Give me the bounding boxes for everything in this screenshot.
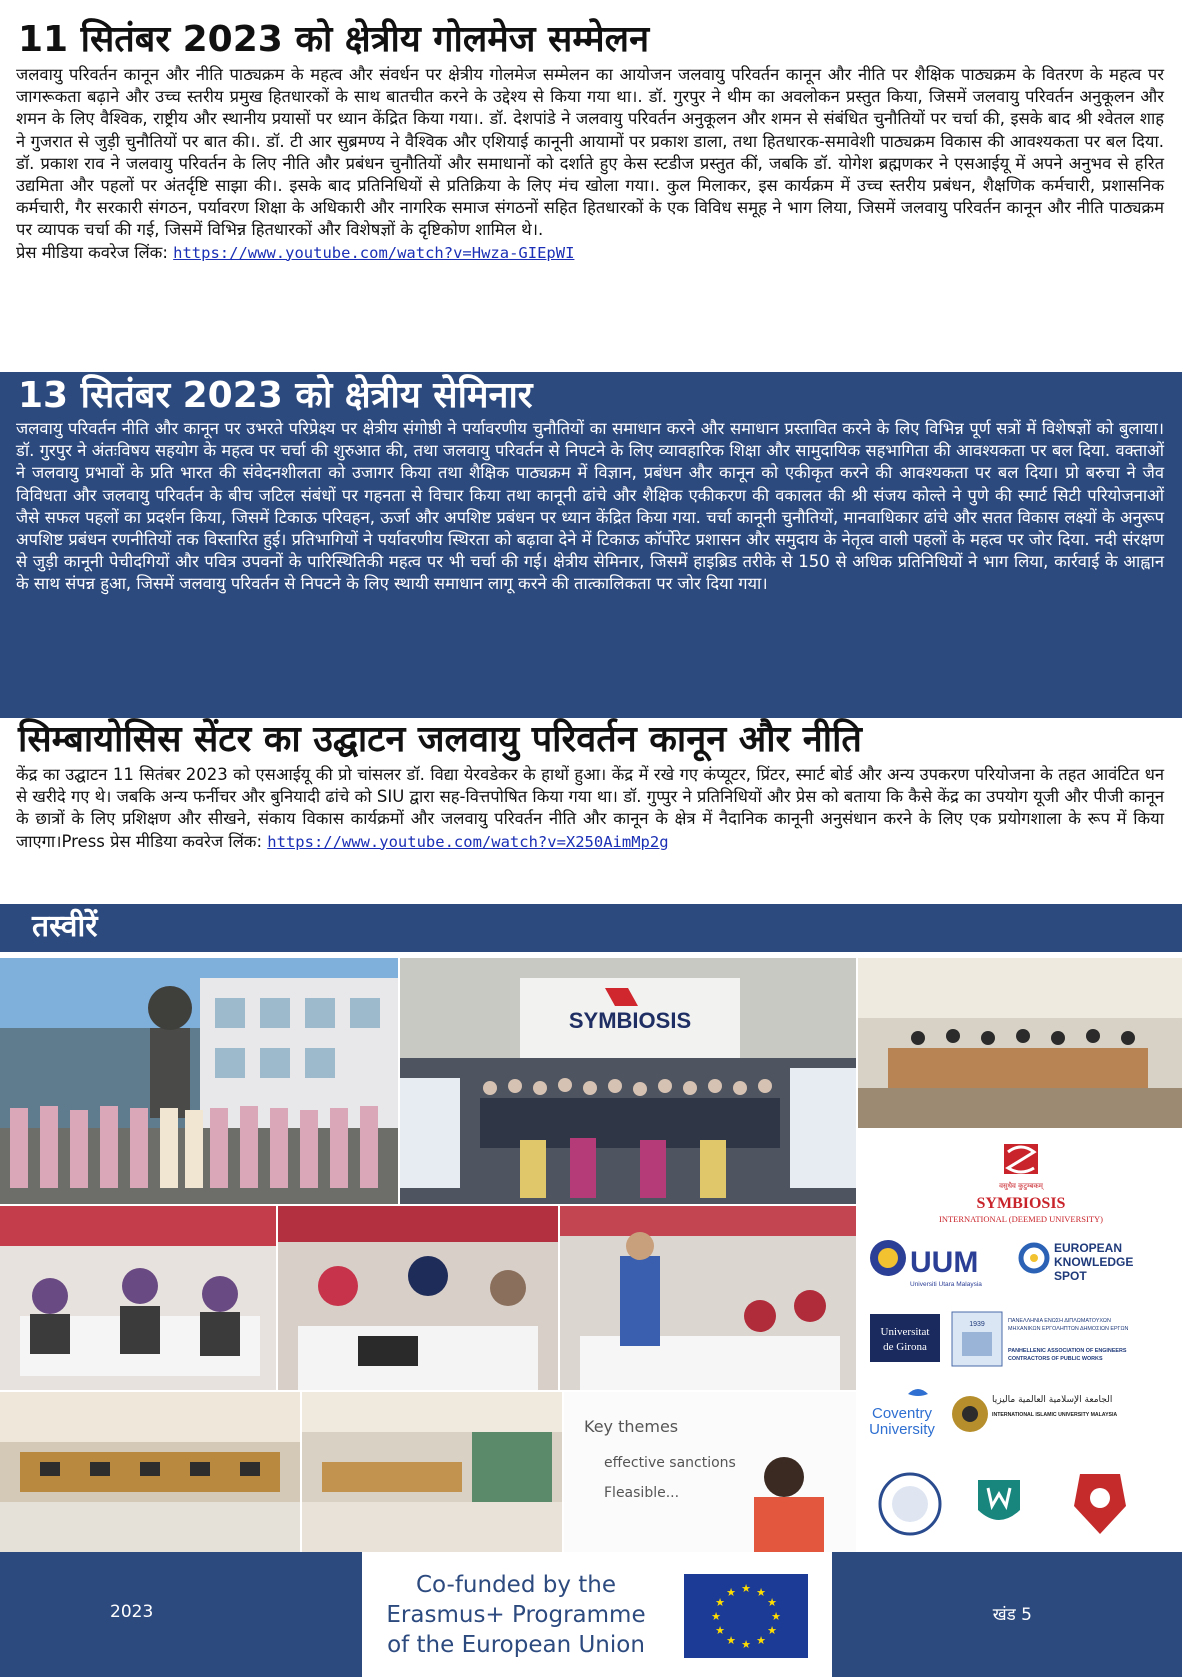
- svg-text:★: ★: [741, 1638, 751, 1651]
- footer: [0, 1552, 1182, 1677]
- panhellenic-line-3: PANHELLENIC ASSOCIATION OF ENGINEERS: [1008, 1348, 1127, 1354]
- svg-text:★: ★: [741, 1582, 751, 1595]
- svg-text:★: ★: [715, 1624, 725, 1637]
- center-media-label: मीडिया कवरेज लिंक:: [135, 831, 268, 851]
- center-inauguration-title: सिम्बायोसिस सेंटर का उद्घाटन जलवायु परिवर्तन कानून और नीति: [18, 719, 862, 760]
- symbiosis-tagline: वसुधैव कुटुम्बकम्: [999, 1182, 1043, 1190]
- svg-text:★: ★: [726, 1634, 736, 1647]
- roundtable-title: 11 सितंबर 2023 को क्षेत्रीय गोलमेज सम्मेलन: [18, 19, 650, 60]
- whiteboard-line-1: Key themes: [584, 1417, 679, 1436]
- eu-flag-icon: [684, 1574, 808, 1658]
- svg-text:★: ★: [711, 1610, 721, 1623]
- iium-logo: [952, 1395, 1117, 1432]
- photo-whiteboard: [564, 1392, 856, 1552]
- whiteboard-line-3: Fleasible...: [604, 1485, 680, 1501]
- photo-center-room-2: [302, 1392, 562, 1552]
- whiteboard-line-2: effective sanctions: [604, 1455, 736, 1471]
- eks-line-2: KNOWLEDGE: [1054, 1255, 1134, 1269]
- university-seal-logos: [880, 1474, 1126, 1534]
- photo-roundtable-room: [858, 958, 1182, 1128]
- eks-line-1: EUROPEAN: [1054, 1241, 1123, 1255]
- partner-logos: [858, 1130, 1182, 1554]
- photo-group-statue: [0, 958, 398, 1204]
- svg-text:★: ★: [756, 1634, 766, 1647]
- symbiosis-sub: INTERNATIONAL (DEEMED UNIVERSITY): [939, 1214, 1103, 1224]
- center-media-link[interactable]: https://www.youtube.com/watch?v=X250AimMp2g: [267, 832, 669, 851]
- panhellenic-line-1: ΠΑΝΕΛΛΗΝΙΑ ΕΝΩΣΗ ΔΙΠΛΩΜΑΤΟΥΧΩΝ: [1008, 1318, 1111, 1324]
- panhellenic-logo: [952, 1312, 1129, 1366]
- photo-group-symbiosis-banner: [400, 958, 856, 1204]
- photo-workshop-1: [0, 1206, 276, 1390]
- iium-arabic: الجامعة الإسلامية العالمية ماليزيا: [992, 1395, 1113, 1405]
- eks-line-3: SPOT: [1054, 1269, 1087, 1283]
- seminar-body: जलवायु परिवर्तन नीति और कानून पर उभरते परिप्रेक्ष्य पर क्षेत्रीय संगोष्ठी ने पर्यावरणीय चुनौतियों का समाधान करने और समाधान प्रस्तावित करने के लिए विभिन्न पूर्ण सत्रों में विशेषज्ञों को बुलाया। डॉ. गुरपुर ने अंतःविषय सहयोग के महत्व पर चर्चा की शुरुआत की, तथा जलवायु परिवर्तन से निपटने के लिए व्यावहारिक शिक्षा और सामुदायिक सहभागिता की आवश्यकता पर बल दिया. वक्ताओं ने जलवायु प्रभावों के प्रति भारत की संवेदनशीलता को उजागर किया तथा शैक्षिक पाठ्यक्रम में विज्ञान, प्रबंधन और कानून को एकीकृत करने की आवश्यकता पर बल दिया। प्रो बरुचा ने जैव विविधता और जलवायु परिवर्तन के बीच जटिल संबंधों पर गहनता से विचार किया तथा कानूनी ढांचे और शैक्षिक एकीकरण की वकालत की श्री संजय कोल्ते ने पुणे की स्मार्ट सिटी परियोजनाओं जैसे सफल पहलों का प्रदर्शन किया, जिसमें टिकाऊ परिवहन, ऊर्जा और अपशिष्ट प्रबंधन पर ध्यान केंद्रित किया गया. चर्चा कानूनी चुनौतियों, मानवाधिकार ढांचे और सतत विकास लक्ष्यों के अनुरूप अपशिष्ट प्रबंधन रणनीतियों तक विस्तारित हुई। प्रतिभागियों ने पर्यावरणीय स्थिरता को बढ़ावा देने में टिकाऊ कॉर्पोरेट प्रशासन और समुदाय के नेतृत्व वाली पहलों के महत्व पर जोर दिया. नदी संरक्षण से जुड़ी कानूनी पेचीदगियों और पवित्र उपवनों के पारिस्थितिकी महत्व पर भी चर्चा की गई। क्षेत्रीय सेमिनार, जिसमें हाइब्रिड तरीके से 150 से अधिक प्रतिनिधियों ने भाग लिया, कार्रवाई के आह्वान के साथ संपन्न हुआ, जिसमें जलवायु परिवर्तन से निपटने के लिए स्थायी समाधान लागू करने की तात्कालिकता पर जोर दिया गया।: [16, 419, 1164, 594]
- symbiosis-name: SYMBIOSIS: [976, 1195, 1066, 1212]
- uum-sub: Universiti Utara Malaysia: [910, 1281, 982, 1288]
- iium-english: INTERNATIONAL ISLAMIC UNIVERSITY MALAYSIA: [992, 1412, 1118, 1418]
- coventry-line-1: Coventry: [871, 1405, 933, 1422]
- girona-line-1: Universitat: [880, 1326, 930, 1338]
- footer-page: खंड 5: [992, 1605, 1032, 1625]
- uum-text: UUM: [910, 1246, 979, 1279]
- svg-text:★: ★: [715, 1596, 725, 1609]
- photos-header: [0, 904, 1182, 952]
- photo-workshop-2: [278, 1206, 558, 1390]
- seminar-title: 13 सितंबर 2023 को क्षेत्रीय सेमिनार: [18, 375, 533, 416]
- center-inauguration-section: [0, 718, 1182, 904]
- uum-logo: [870, 1240, 982, 1288]
- roundtable-body: जलवायु परिवर्तन कानून और नीति पाठ्यक्रम के महत्व और संवर्धन पर क्षेत्रीय गोलमेज सम्मेलन का आयोजन जलवायु परिवर्तन कानून और नीति पर शैक्षिक पाठ्यक्रम के वितरण के महत्व पर जागरूकता बढ़ाने और उच्च स्तरीय प्रमुख हितधारकों के साथ बातचीत करने के उद्देश्य से किया गया था।. डॉ. गुरपुर ने थीम का अवलोकन प्रस्तुत किया, जिसमें जलवायु परिवर्तन अनुकूलन और शमन के लिए वैश्विक, राष्ट्रीय और स्थानीय प्रयासों पर ध्यान केंद्रित किया गया।. डॉ. देशपांडे ने जलवायु परिवर्तन अनुकूलन और शमन से संबंधित चुनौतियों पर चर्चा की, इसके बाद श्री श्वेतल शाह ने गुजरात से जुड़ी चुनौतियों पर बात की।. डॉ. टी आर सुब्रमण्य ने वैश्विक और एशियाई कानूनी आयामों पर प्रकाश डाला, तथा हितधारक-समावेशी पाठ्यक्रम विकास की आवश्यकता पर बल दिया. डॉ. प्रकाश राव ने जलवायु परिवर्तन के लिए नीति और प्रबंधन चुनौतियों और समाधानों को दर्शाते हुए केस स्टडीज प्रस्तुत कीं, जबकि डॉ. योगेश ब्रह्मणकर ने एसआईयू में अपने अनुभव से हरित उद्यमिता और पहलों पर अंतर्दृष्टि साझा की।. इसके बाद प्रतिनिधियों से प्रतिक्रिया के लिए मंच खोला गया।. कुल मिलाकर, इस कार्यक्रम में उच्च स्तरीय प्रबंधन, शैक्षणिक कर्मचारी, प्रशासनिक कर्मचारी, गैर सरकारी संगठन, पर्यावरण शिक्षा के अधिकारी और नागरिक समाज संगठनों सहित हितधारकों के एक विविध समूह ने भाग लिया, जिसमें जलवायु परिवर्तन कानून और नीति पाठ्यक्रम पर व्यापक चर्चा की गई, जिसमें विभिन्न हितधारकों और विशेषज्ञों के दृष्टिकोण शामिल थे।. प्रेस मीडिया कवरेज लिंक: https://www.youtube.com/watch?v=Hwza-GIEpWI: [16, 65, 1164, 262]
- eu-cofunded-text: Co-funded by the Erasmus+ Programme of the European Union: [386, 1572, 646, 1658]
- banner-symbiosis-text: SYMBIOSIS: [568, 1008, 692, 1033]
- svg-text:★: ★: [771, 1610, 781, 1623]
- photos-title: तस्वीरें: [32, 909, 98, 944]
- girona-logo: [870, 1314, 940, 1362]
- svg-text:★: ★: [756, 1586, 766, 1599]
- footer-year: 2023: [110, 1602, 154, 1622]
- coventry-logo: [869, 1389, 935, 1438]
- svg-text:★: ★: [767, 1596, 777, 1609]
- panhellenic-line-2: ΜΗΧΑΝΙΚΩΝ ΕΡΓΟΛΗΠΤΩΝ ΔΗΜΟΣΙΩΝ ΕΡΓΩΝ: [1008, 1326, 1129, 1332]
- svg-text:★: ★: [767, 1624, 777, 1637]
- center-inauguration-body: केंद्र का उद्घाटन 11 सितंबर 2023 को एसआईयू की प्रो चांसलर डॉ. विद्या येरवडेकर के हाथों हुआ। केंद्र में रखे गए कंप्यूटर, प्रिंटर, स्मार्ट बोर्ड और अन्य उपकरण परियोजना के तहत आवंटित धन से खरीदे गए थे। जबकि अन्य फर्नीचर और बुनियादी ढांचे को SIU द्वारा सह-वित्तपोषित किया गया था। डॉ. गुप्पुर ने प्रतिनिधियों और प्रेस को बताया कि कैसे केंद्र का उपयोग यूजी और पीजी कानून के छात्रों के लिए प्रशिक्षण और सीखने, संकाय विकास कार्यक्रमों और जलवायु परिवर्तन नीति और कानून के क्षेत्र में नैदानिक कानूनी अनुसंधान करने के लिए एक प्रयोगशाला के रूप में किया जाएगा।Press प्रेस मीडिया कवरेज लिंक: https://www.youtube.com/watch?v=X250AimMp2g: [16, 765, 1164, 851]
- eu-cofunded-block: [362, 1552, 832, 1677]
- panhellenic-year: 1939: [969, 1321, 985, 1328]
- girona-line-2: de Girona: [883, 1341, 927, 1353]
- photo-workshop-3: [560, 1206, 856, 1390]
- svg-text:★: ★: [726, 1586, 736, 1599]
- seminar-section: [0, 372, 1182, 718]
- symbiosis-logo: [939, 1144, 1103, 1224]
- european-knowledge-spot-logo: [1021, 1241, 1133, 1283]
- panhellenic-line-4: CONTRACTORS OF PUBLIC WORKS: [1008, 1356, 1103, 1362]
- roundtable-media-label: प्रेस मीडिया कवरेज लिंक:: [16, 242, 174, 262]
- roundtable-media-link[interactable]: https://www.youtube.com/watch?v=Hwza-GIEpWI: [173, 243, 575, 262]
- roundtable-section: [0, 0, 1182, 372]
- coventry-line-2: University: [869, 1421, 935, 1438]
- photo-center-room-1: [0, 1392, 300, 1552]
